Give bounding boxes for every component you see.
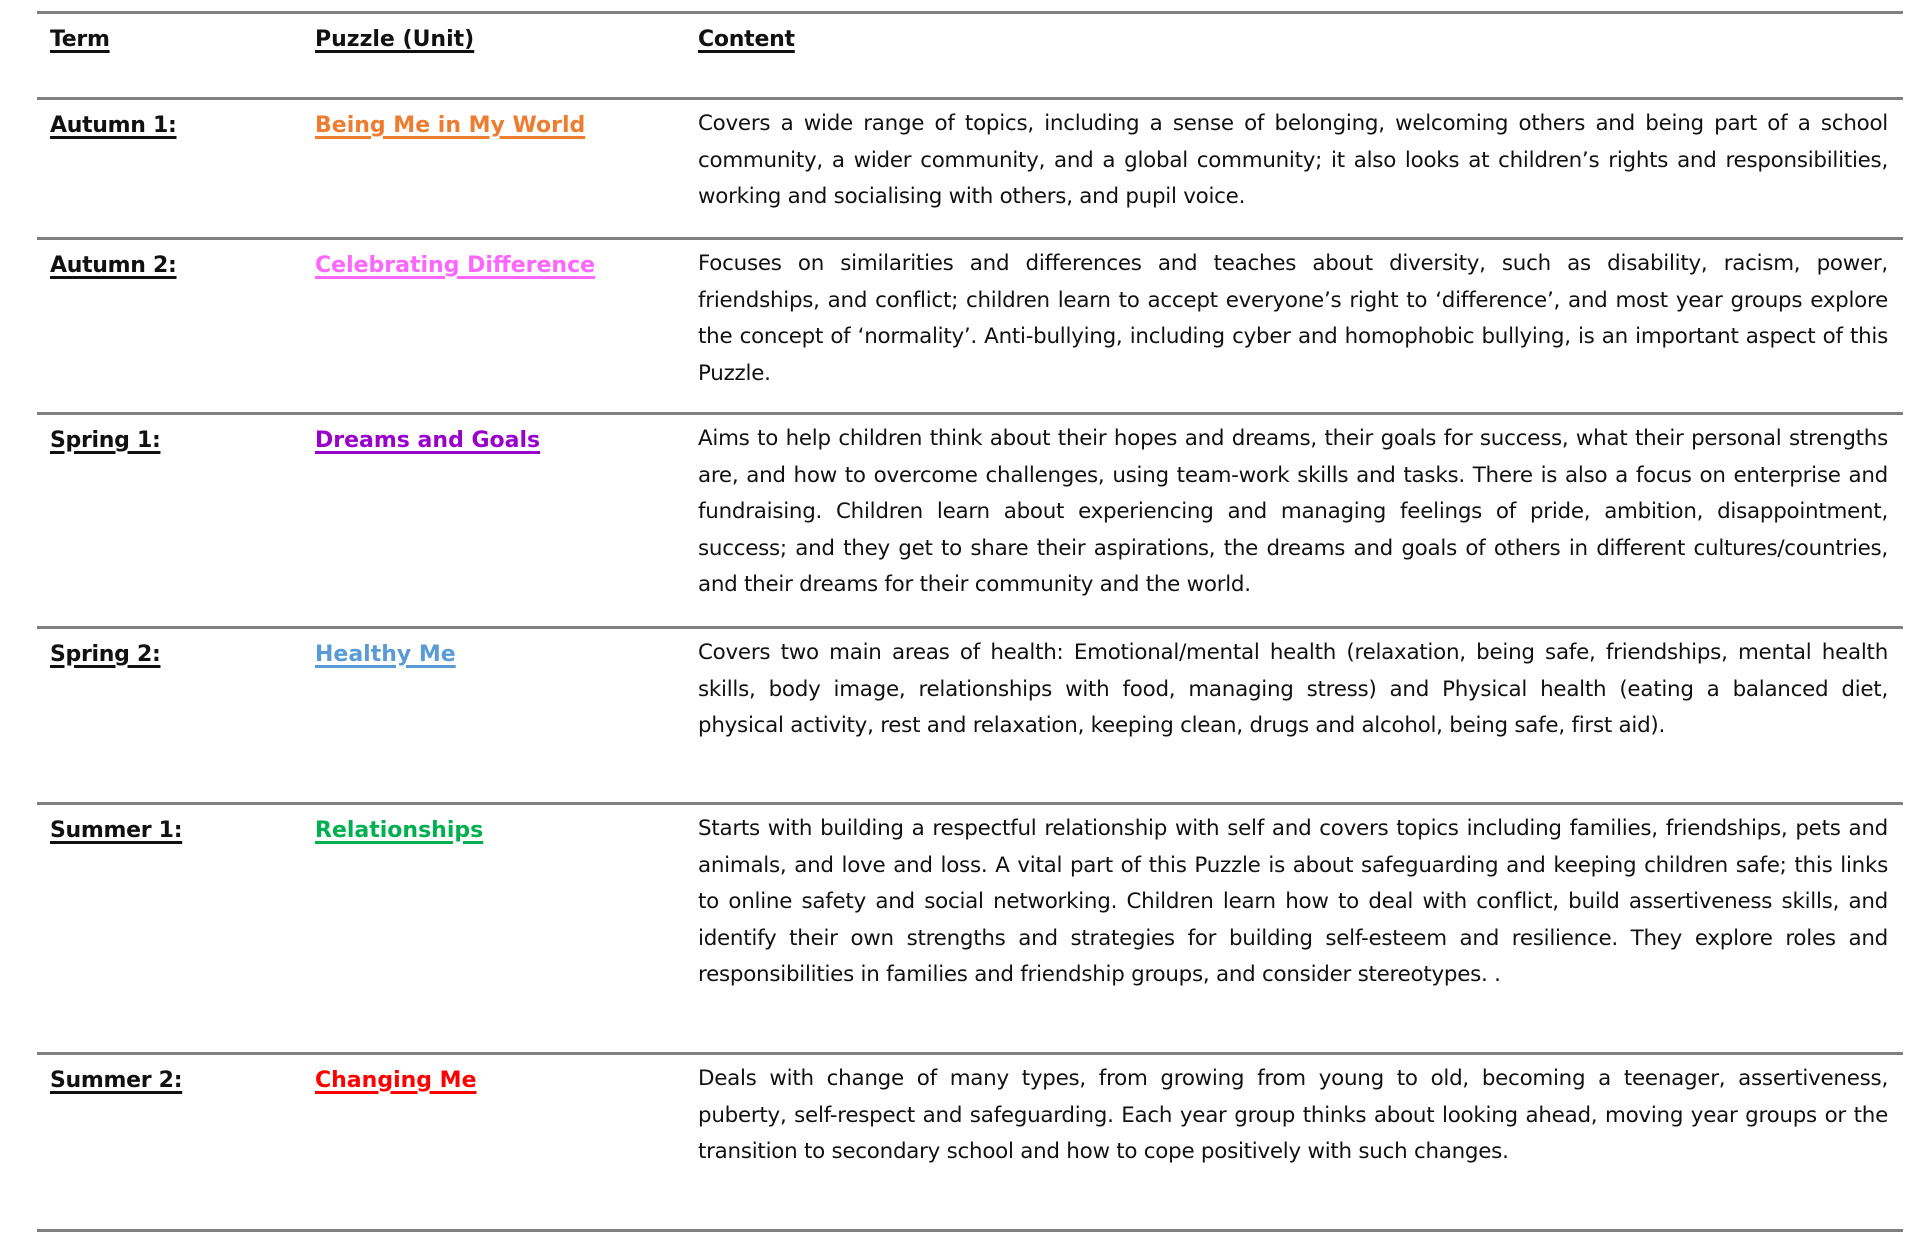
puzzle-link[interactable]: Dreams and Goals xyxy=(315,428,541,453)
term-label: Summer 1: xyxy=(50,818,183,843)
header-puzzle: Puzzle (Unit) xyxy=(315,27,475,52)
puzzle-link[interactable]: Relationships xyxy=(315,818,484,843)
term-label: Autumn 2: xyxy=(50,253,177,278)
puzzle-link[interactable]: Celebrating Difference xyxy=(315,253,596,278)
header-term: Term xyxy=(50,27,110,52)
table-row xyxy=(37,237,1903,412)
table-row xyxy=(37,802,1903,1052)
puzzle-link[interactable]: Healthy Me xyxy=(315,642,456,667)
term-label: Summer 2: xyxy=(50,1068,183,1093)
puzzle-link[interactable]: Being Me in My World xyxy=(315,113,586,138)
content-text: Focuses on similarities and differences and teaches about diversity, such as disability, racism, power, friendships, and conflict; children learn to accept everyone’s right to ‘difference’, and most year groups explore the concept of ‘normality’. Anti-bullying, including cyber and homophobic bullying, is an important aspect of this Puzzle. xyxy=(698,251,1888,386)
table-row xyxy=(37,412,1903,626)
term-label: Spring 2: xyxy=(50,642,161,667)
content-text: Aims to help children think about their hopes and dreams, their goals for success, what their personal strengths are, and how to overcome challenges, using team-work skills and tasks. There is also a focus on enterprise and fundraising. Children learn about experiencing and managing feelings of pride, ambition, disappointment, success; and they get to share their aspirations, the dreams and goals of others in different cultures/countries, and their dreams for their community and the world. xyxy=(698,426,1888,597)
table-header-row xyxy=(37,11,1903,97)
table-row xyxy=(37,1052,1903,1232)
puzzle-link[interactable]: Changing Me xyxy=(315,1068,477,1093)
content-text: Covers two main areas of health: Emotional/mental health (relaxation, being safe, friendships, mental health skills, body image, relationships with food, managing stress) and Physical health (eating a balanced diet, physical activity, rest and relaxation, keeping clean, drugs and alcohol, being safe, first aid). xyxy=(698,640,1888,738)
content-text: Deals with change of many types, from growing from young to old, becoming a teenager, assertiveness, puberty, self-respect and safeguarding. Each year group thinks about looking ahead, moving year groups or the transition to secondary school and how to cope positively with such changes. xyxy=(698,1066,1888,1164)
curriculum-table xyxy=(37,11,1903,1232)
content-text: Covers a wide range of topics, including a sense of belonging, welcoming others and being part of a school community, a wider community, and a global community; it also looks at children’s rights and responsibilities, working and socialising with others, and pupil voice. xyxy=(698,111,1888,209)
term-label: Autumn 1: xyxy=(50,113,177,138)
term-label: Spring 1: xyxy=(50,428,161,453)
header-content: Content xyxy=(698,27,795,52)
table-row xyxy=(37,626,1903,802)
content-text: Starts with building a respectful relationship with self and covers topics including families, friendships, pets and animals, and love and loss. A vital part of this Puzzle is about safeguarding and keeping children safe; this links to online safety and social networking. Children learn how to deal with conflict, build assertiveness skills, and identify their own strengths and strategies for building self-esteem and resilience. They explore roles and responsibilities in families and friendship groups, and consider stereotypes. . xyxy=(698,816,1888,987)
table-row xyxy=(37,97,1903,237)
